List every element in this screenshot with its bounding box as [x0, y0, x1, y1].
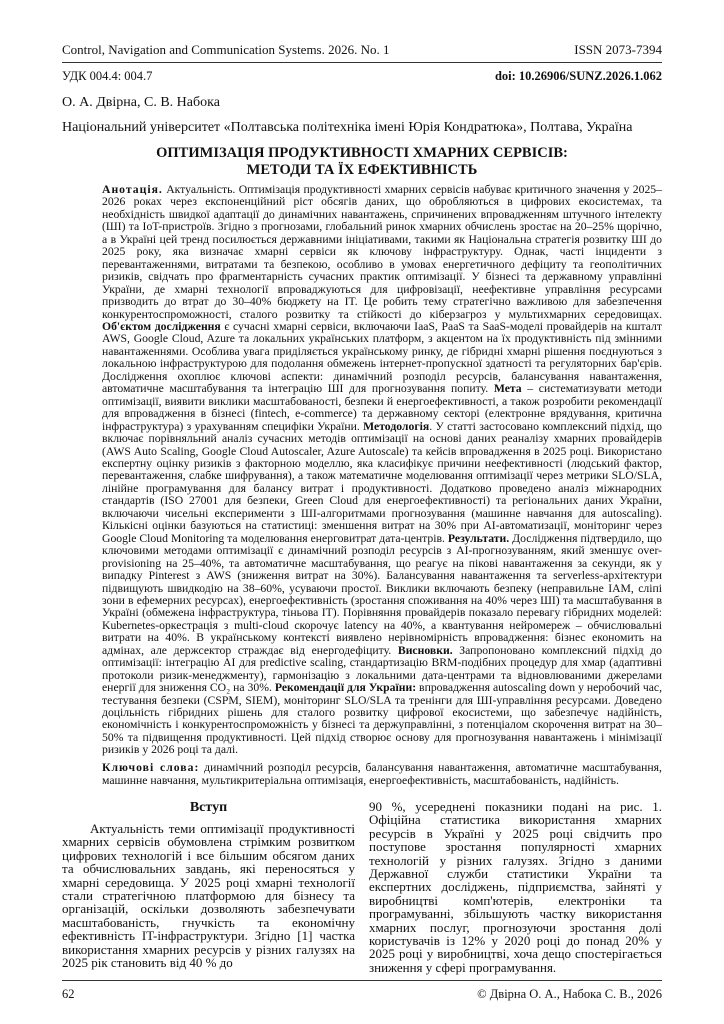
affiliation: Національний університет «Полтавська політехніка імені Юрія Кондратюка», Полтава, Україна [62, 120, 633, 135]
methodology-label: Методологія [363, 419, 430, 433]
abstract [102, 184, 662, 757]
object-label: Об'єктом дослідження [102, 319, 221, 333]
journal-name: Control, Navigation and Communication Systems. 2026. No. 1 [62, 42, 390, 57]
article-meta [62, 69, 662, 84]
copyright: © Двірна О. А., Набока С. В., 2026 [477, 987, 662, 1001]
title-line-1: ОПТИМІЗАЦІЯ ПРОДУКТИВНОСТІ ХМАРНИХ СЕРВІСІВ: [156, 145, 568, 161]
abstract-label: Анотація. [102, 183, 163, 196]
authors: О. А. Двірна, С. В. Набока [62, 95, 220, 110]
running-header [62, 42, 662, 63]
abstract-text: Дослідження підтвердило, що ключовими методами оптимізації є динамічний розподіл ресурсів з AI-прогнозуванням, який зменшує over-provisioning на 25–40%, та автоматичне масштабування, що реагує на пікові навантаження за секунди, як у випадку Pinterest з AWS (зниження витрат на 30%). Балансування навантаження та serverless-архітектури підвищують швидкодію на 38–60%, усуваючи простої. Виклики включають безпеку (неправильне IAM, сліпі зони в ефемерних ресурсах), енергоефективність (зростання споживання на 40% через ШІ) та масштабування в Україні (обмежена інфраструктура, тіньова IT). Порівняння провайдерів показало перевагу гібридних моделей: Kubernetes-оркестрація з multi-cloud скорочує latency на 40%, а квантування нейромереж – обчислювальні витрати на 40%. В українському контексті виявлено нерівномірність впровадження: бізнес економить на адмінах, але держсектор страждає від енергодефіциту. [102, 531, 662, 657]
abstract-text: впровадження autoscaling down у неробочий час, тестування безпеки (CSPM, SIEM), моніторинг SLO/SLA та тренінги для ШІ-управління ресурсами. Доведено доцільність гібридних рішень для сталого розвитку цифрової екосистеми, що забезпечує надійність, економічність і конкурентоспроможність у бізнесі та держуправлінні, з потенціалом скорочення витрат на 30–50% та підвищення продуктивності. Цей підхід створює основу для прогнозування навантажень і мінімізації ризиків у 2026 році та далі. [102, 681, 662, 757]
abstract-text: . У статті застосовано комплексний підхід, що включає порівняльний аналіз сучасних методів оптимізації на основі даних реаналізу хмарних провайдерів (AWS Auto Scaling, Google Cloud Autoscaler, Azure Autoscale) та кейсів впровадження в 2025 році. Використано експертну оцінку ризиків з факторною моделлю, яка класифікує причини неефективності (людський фактор, перевантаження, слабке шифрування), а також математичне моделювання оптимізації через метрики SLO/SLA, лінійне програмування для балансу витрат і продуктивності. Додатково проведено аналіз міжнародних стандартів (ISO 27001 для безпеки, Green Cloud для енергоефективності) та регіональних даних України, включаючи чисельні експерименти з ШІ-алгоритмами прогнозування (машинне навчання для autoscaling). Кількісні оцінки базуються на статистиці: зменшення витрат на 30% при AI-автоматизації, моніторинг через Google Cloud Monitoring та моделювання енерговитрат дата-центрів. [102, 419, 662, 545]
conclusions-label: Висновки. [397, 643, 453, 657]
section-heading: Вступ [189, 800, 228, 815]
abstract-text: Актуальність. Оптимізація продуктивності хмарних сервісів набуває критичного значення у 2025–2026 роках через експоненційний ріст обсягів даних, що обробляються в цифрових екосистемах, та необхідність швидкої адаптації до динамічних навантажень, спричинених впровадженням штучного інтелекту (ШІ) та IoT-пристроїв. Згідно з прогнозами, глобальний ринок хмарних обчислень зростає на 20–25% щорічно, а в Україні цей тренд посилюється державними ініціативами, такими як Національна стратегія розвитку ШІ до 2025 року, яка визначає хмарні сервіси як ключову інфраструктуру. Однак, часті інциденти з перевантаженнями, витратами та безпекою, особливо в умовах енергетичного дефіциту та геополітичних ризиків, свідчать про фрагментарність сучасних практик оптимізації. У бізнесі та державному управлінні України, де хмарні технології впроваджуються для цифровізації, неефективне управління ресурсами призводить до втрат до 30–40% бюджету на IT. Це робить тему стратегічно важливою для забезпечення конкурентоспроможності, сталого розвитку та стійкості до кіберзагроз у мультихмарних середовищах. [102, 183, 662, 321]
intro-right-column [369, 800, 662, 974]
doi: doi: 10.26906/SUNZ.2026.1.062 [494, 69, 662, 83]
intro-paragraph: Актуальність теми оптимізації продуктивності хмарних сервісів обумовлена стрімким розвитком цифрових технологій і все більшим обсягом даних та обчислювальних завдань, які переносяться у хмарні середовища. У 2025 році хмарні технології стали стратегічною платформою для бізнесу та організацій, оскільки дозволяють забезпечувати масштабованість, гнучкість та економічну ефективність IT-інфраструктури. Згідно [1] частка використання хмарних ресурсів у різних галузях на 2025 рік становить від 40 % до [62, 821, 355, 971]
keywords-text: динамічний розподіл ресурсів, балансування навантаження, автоматичне масштабування, машинне навчання, мультикритеріальна оптимізація, енергоефективність, масштабованість, надійність. [102, 761, 662, 787]
abstract-text: – систематизувати методи оптимізації, виявити виклики масштабованості, безпеки й енергоефективності, а також розробити рекомендації для впровадження в бізнесі (fintech, e-commerce) та державному секторі (електронне врядування, критична інфраструктура) з урахуванням специфіки України. [102, 382, 662, 433]
keywords [102, 762, 662, 787]
abstract-text: Запропоновано комплексний підхід до оптимізації: інтеграцію AI для predictive scaling, стандартизацію BRM-подібних процедур для хмар (адаптивні протоколи ризик-менеджменту), гармонізацію з локальними дата-центрами та відновлюваними джерелами енергії для зниження CO₂ на 30%. [102, 643, 662, 695]
intro-left-column [62, 800, 355, 969]
article-title [62, 145, 662, 179]
goal-label: Мета [493, 382, 522, 396]
recommendations-label: Рекомендації для України: [274, 681, 417, 695]
page-number: 62 [62, 987, 75, 1001]
title-line-2: МЕТОДИ ТА ЇХ ЕФЕКТИВНІСТЬ [246, 162, 478, 178]
page-footer [62, 980, 662, 1002]
keywords-label: Ключові слова: [102, 761, 200, 774]
abstract-text: є сучасні хмарні сервіси, включаючи IaaS, PaaS та SaaS-моделі провайдерів на кшталт AWS, Google Cloud, Azure та локальних українських платформ, з акцентом на їх продуктивність під змінними навантаженнями. Особлива увага приділяється українському ринку, де гібридні хмарні рішення поєднуються з локальною інфраструктурою для подолання обмежень інтернет-пропускної здатності та регуляторних бар'єрів. Дослідження охоплює ключові аспекти: динамічний розподіл ресурсів, балансування навантаження, автоматичне масштабування та інтеграцію ШІ для прогнозування попиту. [102, 319, 662, 396]
results-label: Результати. [447, 531, 510, 545]
udk-code: УДК 004.4: 004.7 [62, 69, 153, 83]
issn: ISSN 2073-7394 [574, 42, 662, 57]
intro-paragraph-continued: 90 %, усереднені показники подані на рис. 1. Офіційна статистика використання хмарних ресурсів в Україні у 2025 році свідчить про поступове зростання популярності хмарних технологій у різних галузях. Згідно з даними Державної служби статистики України та експертних досліджень, підприємства, зайняті у виробництві комп'ютерів, електроніки та програмуванні, збільшують частку використання хмарних послуг, прогнозуючи зростання долі користувачів із 12% у 2020 році до понад 20% у 2025 році у виробництві, хоча дещо спостерігається зниження у сфері програмування. [369, 799, 662, 975]
